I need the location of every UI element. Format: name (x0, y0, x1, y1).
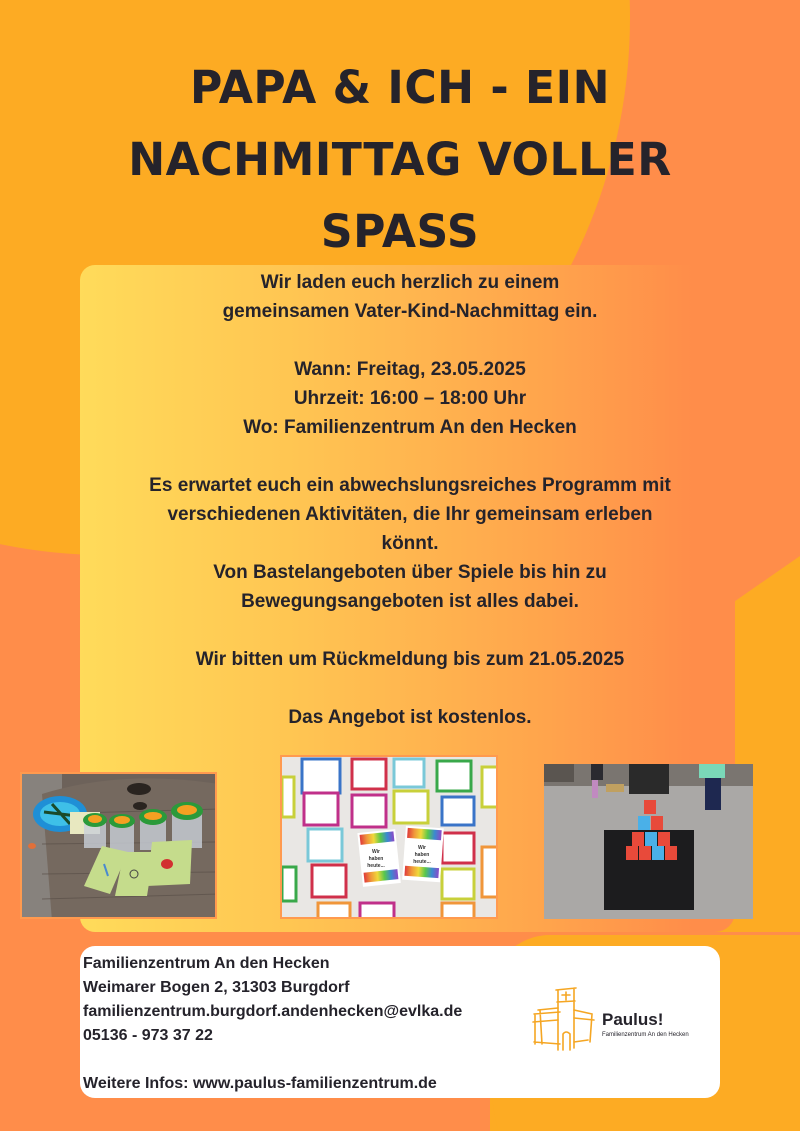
event-time: Uhrzeit: 16:00 – 18:00 Uhr (293, 388, 527, 409)
program-line-4: Von Bastelangeboten über Spiele bis hin zu (213, 562, 607, 583)
svg-text:haben: haben (414, 852, 430, 858)
svg-text:heute...: heute... (413, 859, 431, 865)
rsvp-deadline: Wir bitten um Rückmeldung bis zum 21.05.2025 (195, 649, 625, 670)
logo-subtitle: Familienzentrum An den Hecken (602, 1032, 689, 1038)
organization-name: Familienzentrum An den Hecken (83, 955, 330, 972)
photo-insect-jars (20, 772, 217, 919)
organization-address: Weimarer Bogen 2, 31303 Burgdorf (83, 979, 350, 996)
contact-email[interactable]: familienzentrum.burgdorf.andenhecken@evlka.de (83, 1003, 463, 1020)
title-line-3: SPASS (320, 205, 480, 258)
program-line-5: Bewegungsangeboten ist alles dabei. (241, 591, 579, 612)
svg-text:Wir: Wir (417, 845, 427, 851)
can-pyramid-illustration (544, 764, 753, 919)
svg-text:heute...: heute... (367, 863, 385, 869)
free-of-charge-note: Das Angebot ist kostenlos. (288, 707, 532, 728)
contact-info (83, 952, 462, 1096)
invitation-text (80, 268, 740, 732)
program-line-2: verschiedenen Aktivitäten, die Ihr gemeinsam erleben (167, 504, 653, 525)
website-link[interactable]: Weitere Infos: www.paulus-familienzentrum.de (83, 1075, 437, 1092)
event-date: Wann: Freitag, 23.05.2025 (294, 359, 526, 380)
svg-text:haben: haben (368, 856, 384, 862)
contact-phone[interactable]: 05136 - 973 37 22 (83, 1027, 213, 1044)
logo-name: Paulus! (602, 1010, 664, 1029)
title-line-2: NACHMITTAG VOLLER (128, 133, 672, 186)
program-line-3: könnt. (381, 533, 439, 554)
intro-line-1: Wir laden euch herzlich zu einem (260, 272, 560, 293)
event-location: Wo: Familienzentrum An den Hecken (243, 417, 577, 438)
photo-can-pyramid (544, 764, 753, 919)
photo-picture-cards (280, 755, 498, 919)
picture-cards-illustration (282, 757, 498, 919)
poster-title (8, 52, 792, 268)
insect-jars-illustration (22, 774, 217, 919)
program-line-1: Es erwartet euch ein abwechslungsreiches Programm mit (149, 475, 671, 496)
title-line-1: PAPA & ICH - EIN (190, 61, 610, 114)
card-text-1: Wir (371, 849, 381, 855)
intro-line-2: gemeinsamen Vater-Kind-Nachmittag ein. (222, 301, 598, 322)
